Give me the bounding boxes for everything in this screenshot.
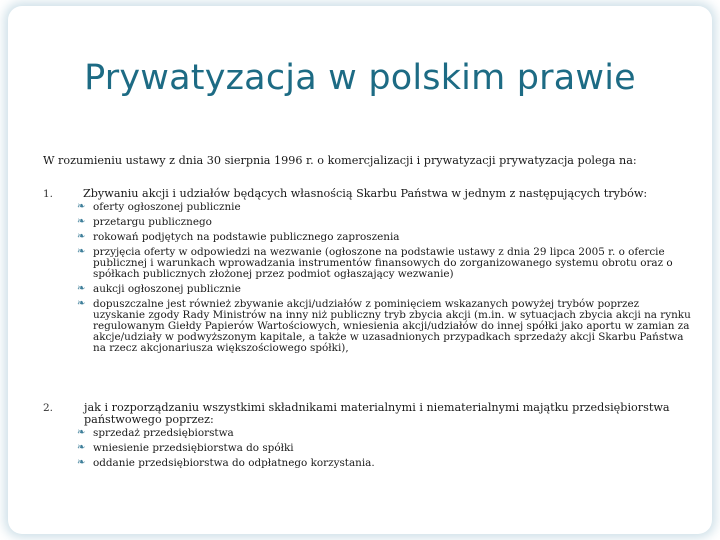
section-1 [43,188,693,358]
section-2 [43,402,693,473]
bullet-icon: ❧ [77,283,86,294]
section-heading: Zbywaniu akcji i udziałów będących własnością Skarbu Państwa w jednym z następujących trybów: [83,187,648,200]
section-heading: jak i rozporządzaniu wszystkimi składnikami materialnymi i niematerialnymi majątku przedsiębiorstwa państwowego poprzez: [84,401,670,426]
list-item [43,284,693,295]
bullet-icon: ❧ [77,457,86,468]
list-item [43,299,693,354]
bullet-icon: ❧ [77,442,86,453]
bullet-icon: ❧ [77,201,86,212]
bullet-icon: ❧ [77,427,86,438]
section-number: 2. [43,402,54,414]
list-item [43,232,693,243]
intro-text: W rozumieniu ustawy z dnia 30 sierpnia 1996 r. o komercjalizacji i prywatyzacji prywatyzacja polega na: [43,154,637,167]
list-item [43,247,693,280]
list-item [43,428,693,439]
bullet-icon: ❧ [77,231,86,242]
list-item-text: oferty ogłoszonej publicznie [93,201,241,213]
section-list [43,202,693,354]
list-item-text: aukcji ogłoszonej publicznie [93,283,241,295]
list-item [43,443,693,454]
list-item-text: dopuszczalne jest również zbywanie akcji/udziałów z pominięciem wskazanych powyżej trybów poprzez uzyskanie zgody Rady Ministrów na inny niż publiczny tryb zbycia akcji (m.in. w sytuacjach zbycia akcji na rynku regulowanym Giełdy Papierów Wartościowych, wniesienia akcji/udziałów do innej spółki jako aportu w zamian za akcje/udziały w podwyższonym kapitale, a także w uzasadnionych przypadkach sprzedaży akcji Skarbu Państwa na rzecz akcjonariusza większościowego spółki), [93,298,691,354]
list-item [43,202,693,213]
section-list [43,428,693,469]
list-item-text: oddanie przedsiębiorstwa do odpłatnego korzystania. [93,457,375,469]
list-item-text: przetargu publicznego [93,216,212,228]
list-item [43,458,693,469]
slide-title: Prywatyzacja w polskim prawie [84,58,636,98]
list-item-text: rokowań podjętych na podstawie publicznego zaproszenia [93,231,400,243]
list-item-text: wniesienie przedsiębiorstwa do spółki [93,442,294,454]
bullet-icon: ❧ [77,246,86,257]
bullet-icon: ❧ [77,216,86,227]
list-item-text: przyjęcia oferty w odpowiedzi na wezwanie (ogłoszone na podstawie ustawy z dnia 29 lipca 2005 r. o ofercie publicznej i warunkach wprowadzania instrumentów finansowych do zorganizowanego systemu obrotu oraz o spółkach publicznych złożonej przez podmiot ogłaszający wezwanie) [93,246,673,280]
list-item-text: sprzedaż przedsiębiorstwa [93,427,234,439]
section-number: 1. [43,188,54,200]
list-item [43,217,693,228]
bullet-icon: ❧ [77,298,86,309]
